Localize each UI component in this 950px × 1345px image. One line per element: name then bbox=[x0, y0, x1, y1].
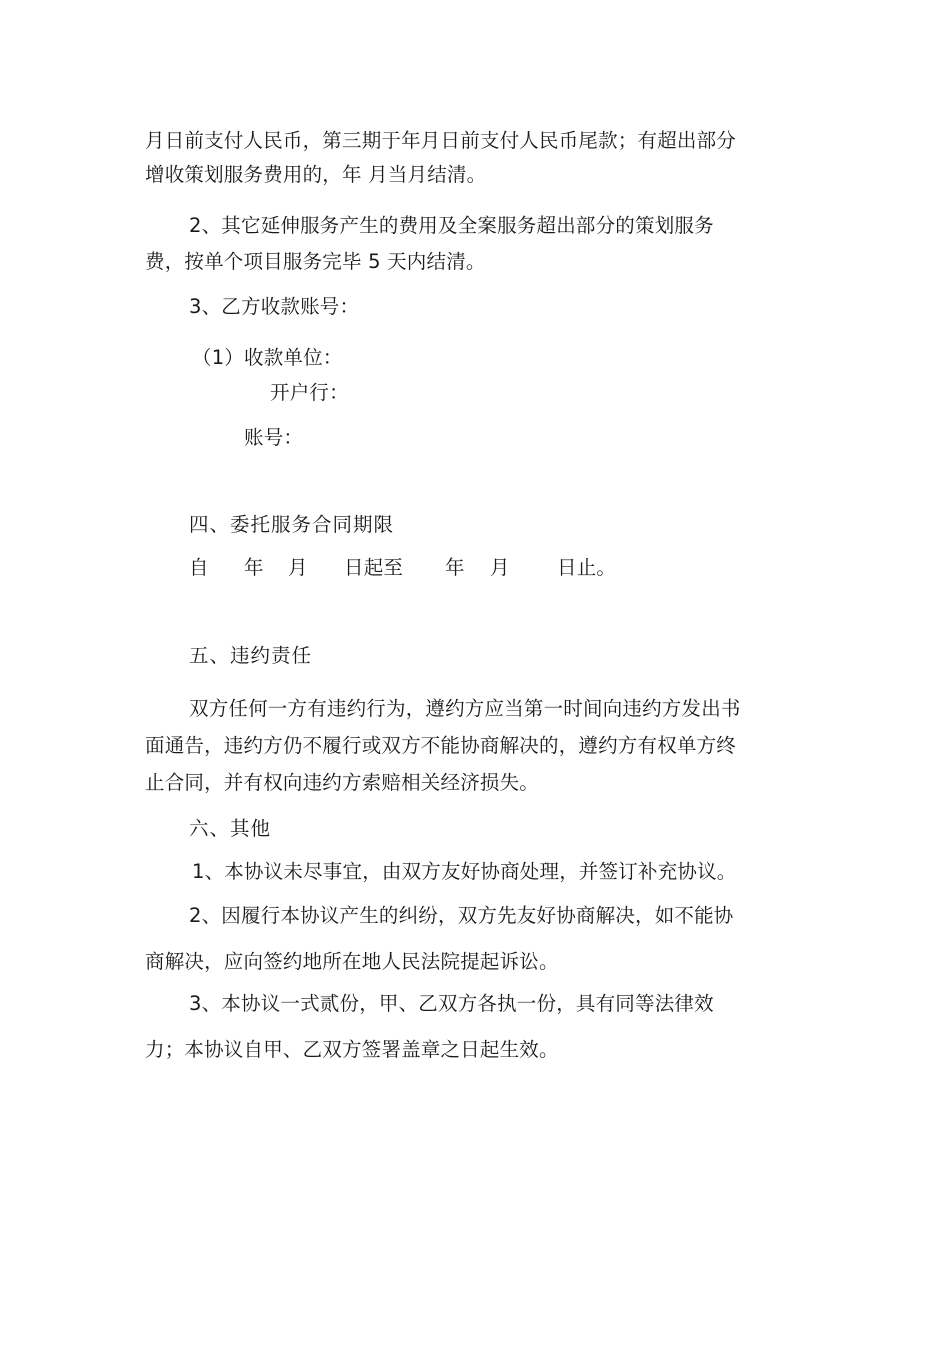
bank-label: 开户行： bbox=[270, 381, 349, 404]
breach-text-line: 止合同，并有权向违约方索赔相关经济损失。 bbox=[145, 771, 540, 794]
date-day-start: 日起至 bbox=[344, 556, 404, 579]
other-item-2-line: 商解决，应向签约地所在地人民法院提起诉讼。 bbox=[145, 950, 559, 973]
payment-text-line: 增收策划服务费用的，年 月当月结清。 bbox=[145, 163, 487, 186]
payee-label: （1）收款单位： bbox=[192, 346, 343, 369]
other-item-1: 1、本协议未尽事宜，由双方友好协商处理，并签订补充协议。 bbox=[192, 860, 737, 883]
section-heading-term: 四、委托服务合同期限 bbox=[189, 513, 395, 536]
account-label: 账号： bbox=[244, 426, 304, 449]
other-item-3-line: 力；本协议自甲、乙双方签署盖章之日起生效。 bbox=[145, 1038, 559, 1061]
payment-item-3: 3、乙方收款账号： bbox=[189, 295, 360, 318]
breach-text-line: 双方任何一方有违约行为，遵约方应当第一时间向违约方发出书 bbox=[189, 697, 741, 720]
term-date-row bbox=[0, 556, 950, 582]
other-item-3-line: 3、本协议一式贰份，甲、乙双方各执一份，具有同等法律效 bbox=[189, 992, 714, 1015]
breach-text-line: 面通告，违约方仍不履行或双方不能协商解决的，遵约方有权单方终 bbox=[145, 734, 737, 757]
section-heading-breach: 五、违约责任 bbox=[189, 644, 313, 667]
payment-item-2-line: 费，按单个项目服务完毕 5 天内结清。 bbox=[145, 250, 486, 273]
other-item-2-line: 2、因履行本协议产生的纠纷，双方先友好协商解决，如不能协 bbox=[189, 904, 734, 927]
date-year-start: 年 bbox=[244, 556, 264, 579]
payment-text-line: 月日前支付人民币，第三期于年月日前支付人民币尾款；有超出部分 bbox=[145, 129, 737, 152]
payment-item-2-line: 2、其它延伸服务产生的费用及全案服务超出部分的策划服务 bbox=[189, 214, 714, 237]
date-day-end: 日止。 bbox=[557, 556, 617, 579]
date-year-end: 年 bbox=[445, 556, 465, 579]
date-month-end: 月 bbox=[490, 556, 510, 579]
date-from: 自 bbox=[189, 556, 209, 579]
section-heading-other: 六、其他 bbox=[189, 817, 272, 840]
date-month-start: 月 bbox=[288, 556, 308, 579]
